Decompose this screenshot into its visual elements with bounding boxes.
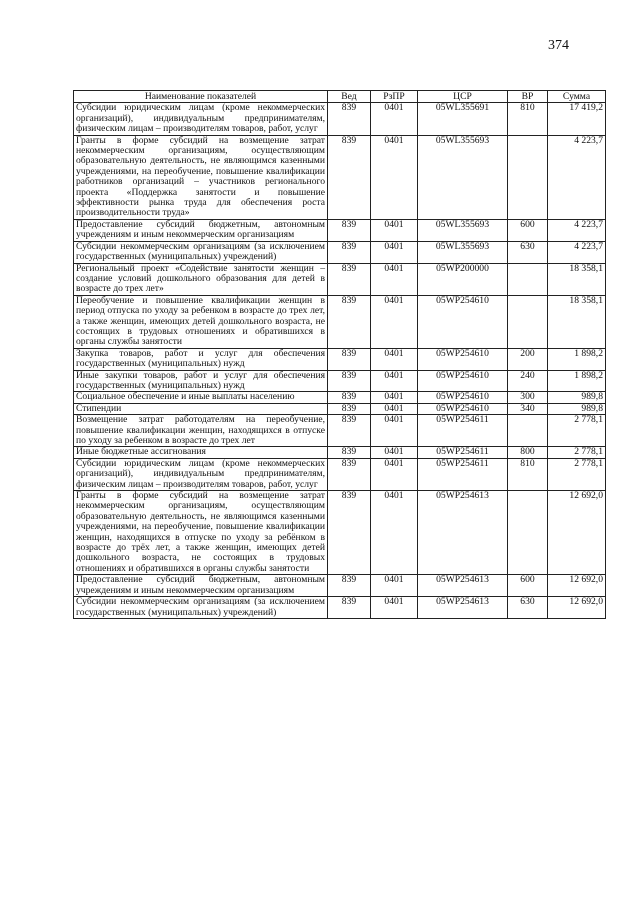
table-row xyxy=(74,103,606,135)
cell-vr: 810 xyxy=(508,103,548,135)
cell-sum: 989,8 xyxy=(548,392,606,403)
header-vr: ВР xyxy=(508,91,548,103)
table-row xyxy=(74,135,606,219)
cell-vr xyxy=(508,263,548,295)
table-row xyxy=(74,491,606,575)
table-row xyxy=(74,597,606,619)
cell-ved: 839 xyxy=(328,370,371,392)
cell-ved: 839 xyxy=(328,575,371,597)
cell-rzpr: 0401 xyxy=(371,219,418,241)
cell-vr: 200 xyxy=(508,348,548,370)
cell-vr: 800 xyxy=(508,447,548,458)
cell-rzpr: 0401 xyxy=(371,135,418,219)
cell-csr: 05WL355691 xyxy=(418,103,508,135)
page-number: 374 xyxy=(548,38,569,53)
cell-vr: 630 xyxy=(508,597,548,619)
cell-sum: 1 898,2 xyxy=(548,370,606,392)
cell-ved: 839 xyxy=(328,135,371,219)
cell-rzpr: 0401 xyxy=(371,458,418,490)
cell-csr: 05WP254610 xyxy=(418,370,508,392)
cell-csr: 05WP254611 xyxy=(418,458,508,490)
cell-vr: 600 xyxy=(508,219,548,241)
cell-rzpr: 0401 xyxy=(371,403,418,414)
table-row xyxy=(74,575,606,597)
cell-rzpr: 0401 xyxy=(371,491,418,575)
header-ved: Вед xyxy=(328,91,371,103)
cell-name: Иные бюджетные ассигнования xyxy=(74,447,328,458)
cell-vr xyxy=(508,295,548,348)
header-sum: Сумма xyxy=(548,91,606,103)
cell-ved: 839 xyxy=(328,295,371,348)
cell-sum: 18 358,1 xyxy=(548,295,606,348)
cell-ved: 839 xyxy=(328,219,371,241)
cell-csr: 05WP254610 xyxy=(418,348,508,370)
cell-name: Гранты в форме субсидий на возмещение затрат некоммерческим организациям, осуществляющим образовательную деятельность, не являющимся казенными учреждениями, на переобучение, повышение квалификации работников организаций – участников регионального проекта «Поддержка занятости и повышение эффективности рынка труда для обеспечения роста производительности труда» xyxy=(74,135,328,219)
cell-ved: 839 xyxy=(328,458,371,490)
cell-name: Субсидии некоммерческим организациям (за исключением государственных (муниципальных) учреждений) xyxy=(74,241,328,263)
cell-name: Субсидии некоммерческим организациям (за исключением государственных (муниципальных) учреждений) xyxy=(74,597,328,619)
cell-rzpr: 0401 xyxy=(371,597,418,619)
cell-ved: 839 xyxy=(328,403,371,414)
table-header-row xyxy=(74,91,606,103)
cell-sum: 1 898,2 xyxy=(548,348,606,370)
cell-csr: 05WP254613 xyxy=(418,597,508,619)
cell-vr: 240 xyxy=(508,370,548,392)
header-rzpr: РзПР xyxy=(371,91,418,103)
cell-rzpr: 0401 xyxy=(371,415,418,447)
cell-ved: 839 xyxy=(328,348,371,370)
cell-rzpr: 0401 xyxy=(371,241,418,263)
cell-name: Социальное обеспечение и иные выплаты населению xyxy=(74,392,328,403)
cell-vr: 810 xyxy=(508,458,548,490)
cell-sum: 12 692,0 xyxy=(548,597,606,619)
cell-sum: 2 778,1 xyxy=(548,447,606,458)
cell-csr: 05WP254613 xyxy=(418,575,508,597)
cell-rzpr: 0401 xyxy=(371,370,418,392)
cell-ved: 839 xyxy=(328,447,371,458)
cell-vr: 630 xyxy=(508,241,548,263)
cell-sum: 2 778,1 xyxy=(548,458,606,490)
cell-csr: 05WP254613 xyxy=(418,491,508,575)
table-row xyxy=(74,458,606,490)
cell-ved: 839 xyxy=(328,392,371,403)
header-name: Наименование показателей xyxy=(74,91,328,103)
cell-name: Закупка товаров, работ и услуг для обеспечения государственных (муниципальных) нужд xyxy=(74,348,328,370)
cell-sum: 2 778,1 xyxy=(548,415,606,447)
cell-rzpr: 0401 xyxy=(371,392,418,403)
table-row xyxy=(74,219,606,241)
cell-name: Субсидии юридическим лицам (кроме некоммерческих организаций), индивидуальным предпринимателям, физическим лицам – производителям товаров, работ, услуг xyxy=(74,103,328,135)
table-row xyxy=(74,370,606,392)
cell-name: Субсидии юридическим лицам (кроме некоммерческих организаций), индивидуальным предпринимателям, физическим лицам – производителям товаров, работ, услуг xyxy=(74,458,328,490)
cell-name: Региональный проект «Содействие занятости женщин – создание условий дошкольного образования для детей в возрасте до трех лет» xyxy=(74,263,328,295)
cell-csr: 05WP254611 xyxy=(418,447,508,458)
cell-csr: 05WP254610 xyxy=(418,392,508,403)
cell-csr: 05WP254610 xyxy=(418,403,508,414)
cell-name: Переобучение и повышение квалификации женщин в период отпуска по уходу за ребенком в возрасте до трех лет, а также женщин, имеющих детей дошкольного возраста, не состоящих в трудовых отношениях и обратившихся в органы службы занятости xyxy=(74,295,328,348)
cell-ved: 839 xyxy=(328,263,371,295)
cell-name: Гранты в форме субсидий на возмещение затрат некоммерческим организациям, осуществляющим образовательную деятельность, не являющимся казенными учреждениями, на переобучение, повышение квалификации женщин, находящихся в отпуске по уходу за ребёнком в возрасте до трёх лет, а также женщин, имеющих детей дошкольного возраста, не состоящих в трудовых отношениях и обратившихся в органы службы занятости xyxy=(74,491,328,575)
cell-sum: 17 419,2 xyxy=(548,103,606,135)
table-body xyxy=(74,103,606,619)
cell-vr: 300 xyxy=(508,392,548,403)
cell-rzpr: 0401 xyxy=(371,263,418,295)
cell-rzpr: 0401 xyxy=(371,575,418,597)
table-row xyxy=(74,263,606,295)
cell-vr: 340 xyxy=(508,403,548,414)
cell-name: Предоставление субсидий бюджетным, автономным учреждениям и иным некоммерческим организациям xyxy=(74,575,328,597)
table-row xyxy=(74,415,606,447)
cell-csr: 05WP254610 xyxy=(418,295,508,348)
cell-vr xyxy=(508,135,548,219)
cell-sum: 4 223,7 xyxy=(548,241,606,263)
cell-ved: 839 xyxy=(328,241,371,263)
cell-rzpr: 0401 xyxy=(371,295,418,348)
cell-name: Иные закупки товаров, работ и услуг для обеспечения государственных (муниципальных) нужд xyxy=(74,370,328,392)
cell-name: Стипендии xyxy=(74,403,328,414)
cell-vr: 600 xyxy=(508,575,548,597)
cell-sum: 4 223,7 xyxy=(548,219,606,241)
cell-name: Предоставление субсидий бюджетным, автономным учреждениям и иным некоммерческим организациям xyxy=(74,219,328,241)
cell-csr: 05WP200000 xyxy=(418,263,508,295)
cell-csr: 05WP254611 xyxy=(418,415,508,447)
table-row xyxy=(74,447,606,458)
cell-vr xyxy=(508,491,548,575)
table-row xyxy=(74,241,606,263)
table-row xyxy=(74,403,606,414)
table-row xyxy=(74,392,606,403)
cell-rzpr: 0401 xyxy=(371,348,418,370)
cell-csr: 05WL355693 xyxy=(418,219,508,241)
budget-table xyxy=(73,90,606,619)
cell-sum: 4 223,7 xyxy=(548,135,606,219)
cell-sum: 989,8 xyxy=(548,403,606,414)
header-csr: ЦСР xyxy=(418,91,508,103)
table-row xyxy=(74,295,606,348)
cell-csr: 05WL355693 xyxy=(418,135,508,219)
cell-ved: 839 xyxy=(328,103,371,135)
cell-ved: 839 xyxy=(328,597,371,619)
cell-csr: 05WL355693 xyxy=(418,241,508,263)
cell-name: Возмещение затрат работодателям на переобучение, повышение квалификации женщин, находящихся в отпуске по уходу за ребенком в возрасте до трех лет xyxy=(74,415,328,447)
cell-sum: 12 692,0 xyxy=(548,575,606,597)
cell-ved: 839 xyxy=(328,491,371,575)
cell-ved: 839 xyxy=(328,415,371,447)
cell-sum: 18 358,1 xyxy=(548,263,606,295)
cell-rzpr: 0401 xyxy=(371,103,418,135)
table-row xyxy=(74,348,606,370)
cell-sum: 12 692,0 xyxy=(548,491,606,575)
cell-rzpr: 0401 xyxy=(371,447,418,458)
cell-vr xyxy=(508,415,548,447)
